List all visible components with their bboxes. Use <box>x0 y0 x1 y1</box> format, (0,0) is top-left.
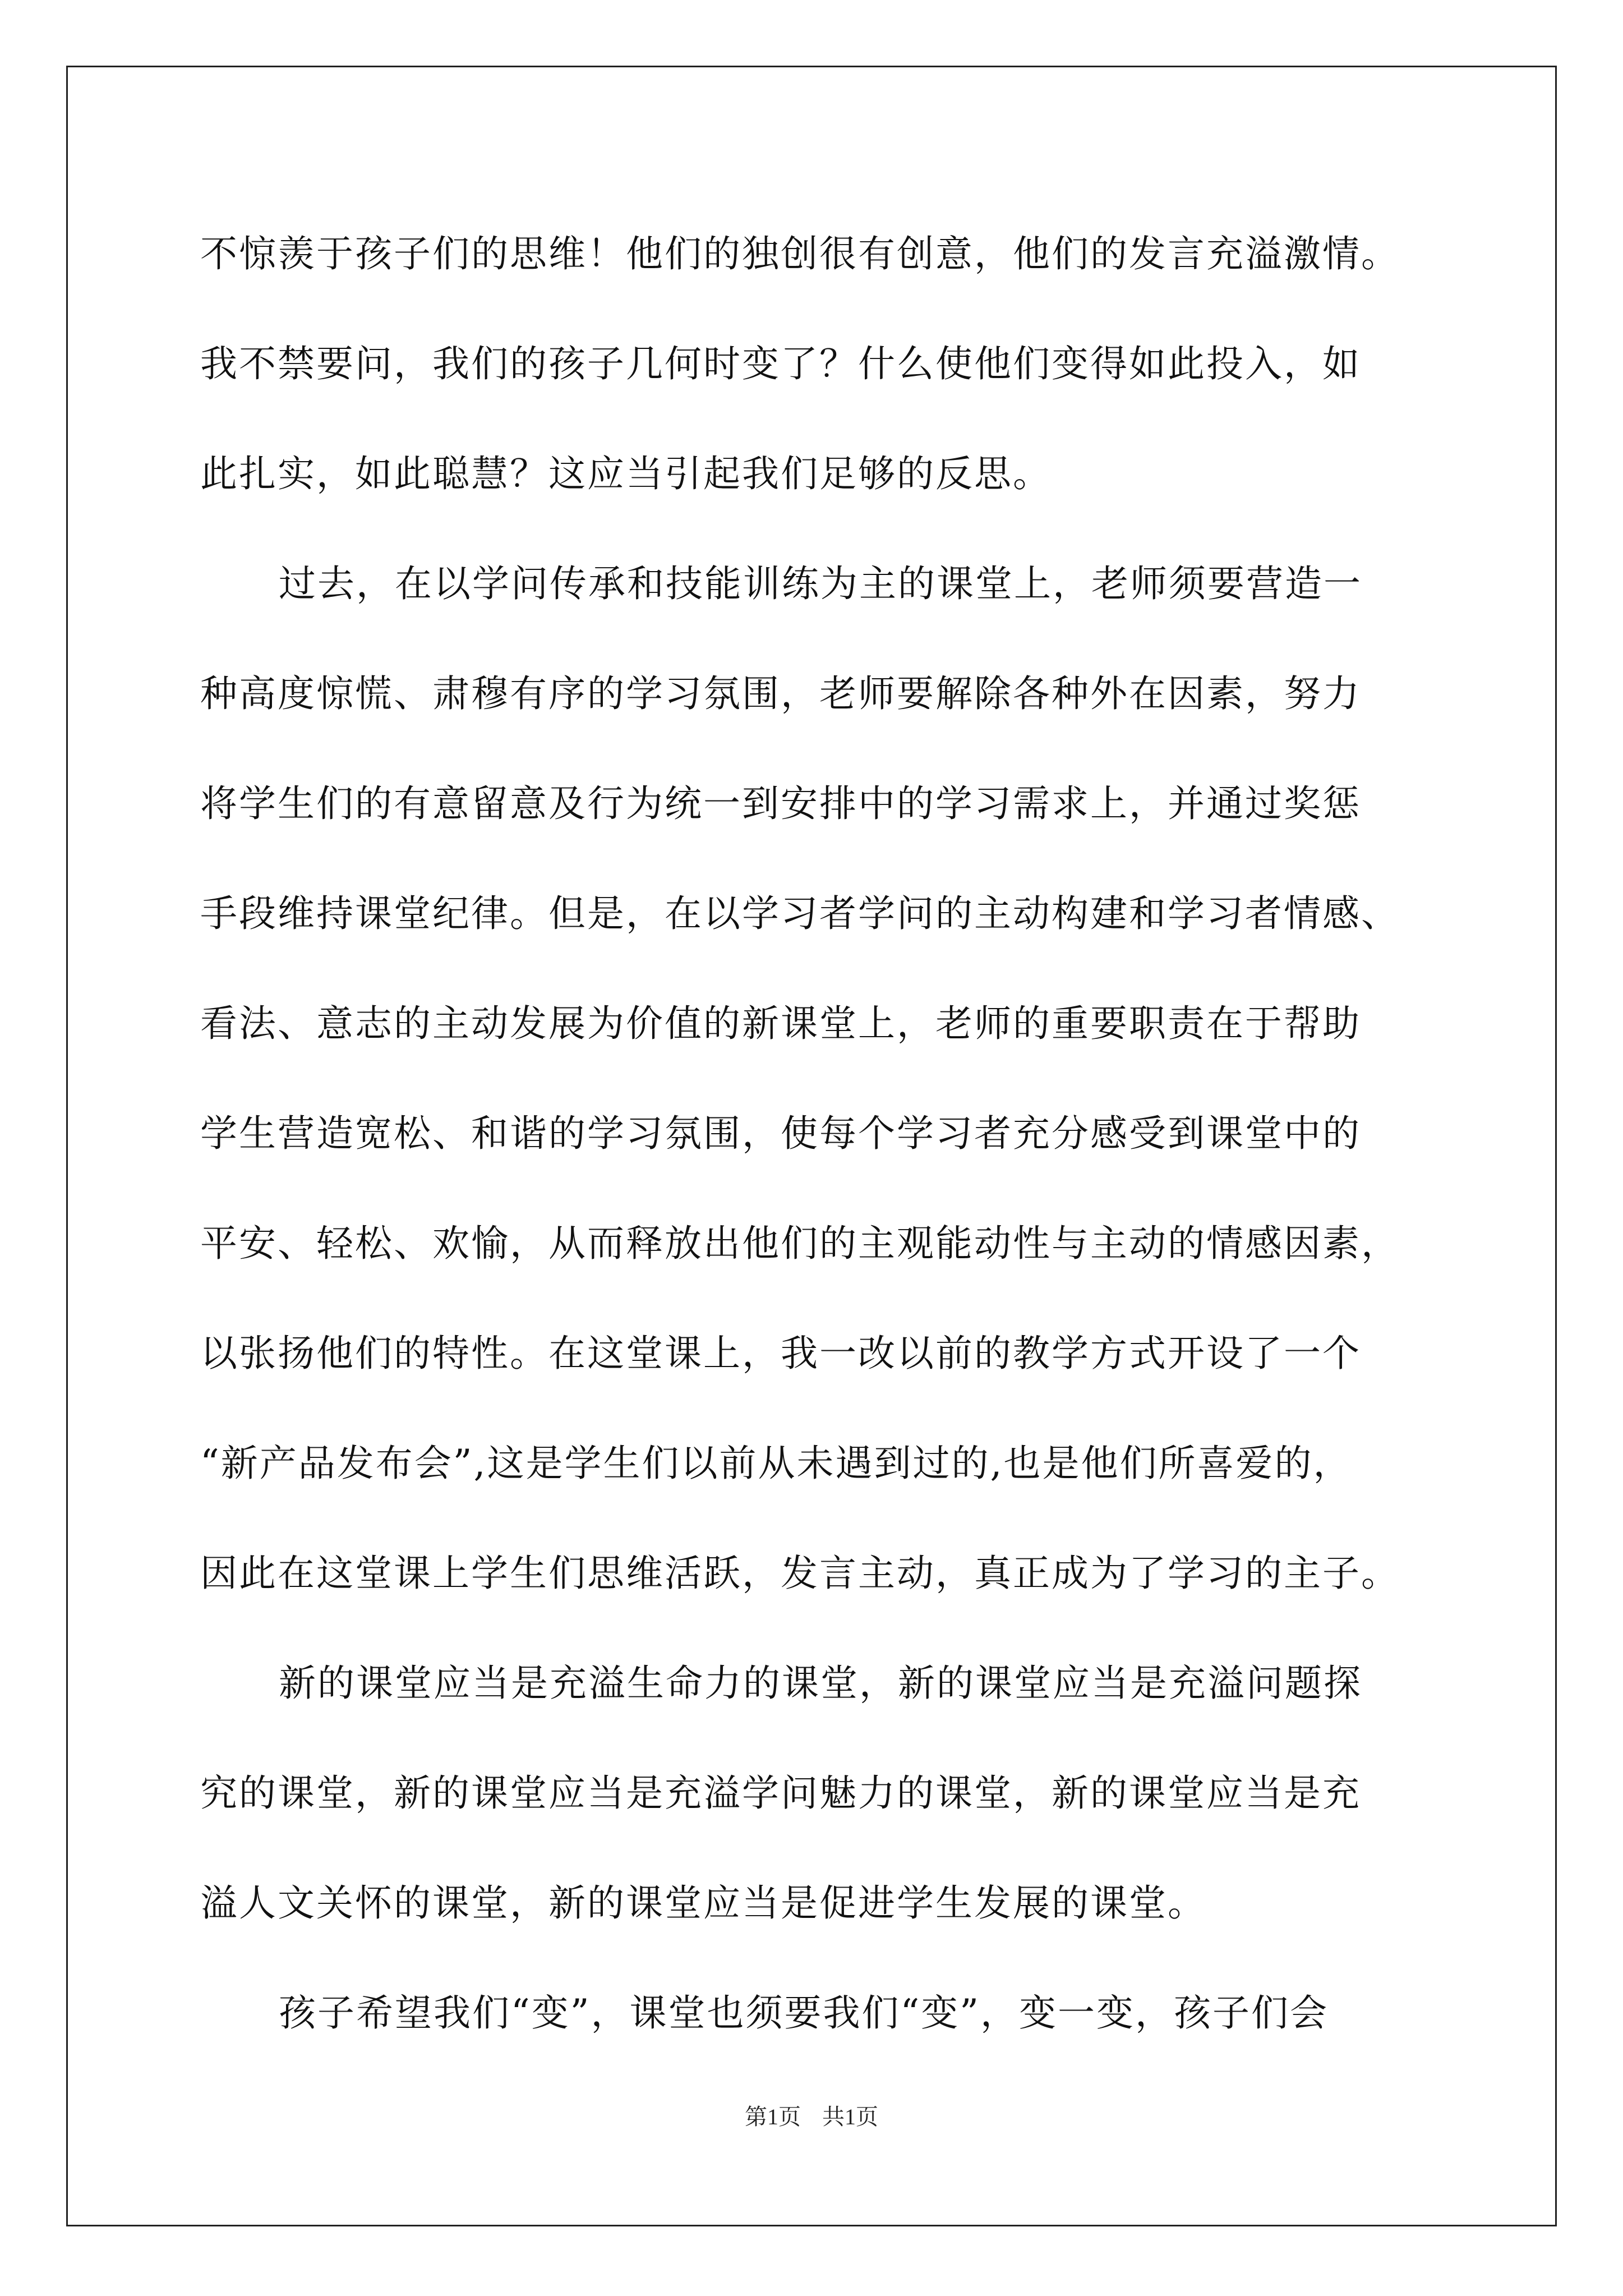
body-line: 究的课堂，新的课堂应当是充溢学问魅力的课堂，新的课堂应当是充 <box>200 1772 1361 1815</box>
page-number-current: 第1页 <box>745 2104 801 2129</box>
body-line: 此扎实，如此聪慧？这应当引起我们足够的反思。 <box>200 452 1052 495</box>
body-line: 以张扬他们的特性。在这堂课上，我一改以前的教学方式开设了一个 <box>200 1332 1361 1375</box>
body-line: 看法、意志的主动发展为价值的新课堂上，老师的重要职责在于帮助 <box>200 1002 1361 1045</box>
page-footer <box>0 2099 1623 2131</box>
body-line: 不惊羡于孩子们的思维！他们的独创很有创意，他们的发言充溢激情。 <box>200 232 1400 275</box>
body-line: 新的课堂应当是充溢生命力的课堂，新的课堂应当是充溢问题探 <box>279 1662 1362 1705</box>
body-line: 平安、轻松、欢愉，从而释放出他们的主观能动性与主动的情感因素， <box>200 1222 1400 1265</box>
body-line: 孩子希望我们“变”，课堂也须要我们“变”，变一变，孩子们会 <box>279 1991 1329 2035</box>
body-line: 过去，在以学问传承和技能训练为主的课堂上，老师须要营造一 <box>279 562 1362 605</box>
body-line: 学生营造宽松、和谐的学习氛围，使每个学习者充分感受到课堂中的 <box>200 1112 1361 1155</box>
body-line: 溢人文关怀的课堂，新的课堂应当是促进学生发展的课堂。 <box>200 1881 1206 1925</box>
body-line: 因此在这堂课上学生们思维活跃，发言主动，真正成为了学习的主子。 <box>200 1552 1400 1595</box>
page-number-total: 共1页 <box>822 2104 878 2129</box>
body-line: 手段维持课堂纪律。但是，在以学习者学问的主动构建和学习者情感、 <box>200 892 1400 935</box>
body-line: 将学生们的有意留意及行为统一到安排中的学习需求上，并通过奖惩 <box>200 782 1361 825</box>
body-line: 我不禁要问，我们的孩子几何时变了？什么使他们变得如此投入，如 <box>200 342 1361 385</box>
document-body <box>200 199 1456 2068</box>
body-line: 种高度惊慌、肃穆有序的学习氛围，老师要解除各种外在因素，努力 <box>200 672 1361 715</box>
body-line: “新产品发布会”,这是学生们以前从未遇到过的,也是他们所喜爱的， <box>200 1442 1352 1485</box>
